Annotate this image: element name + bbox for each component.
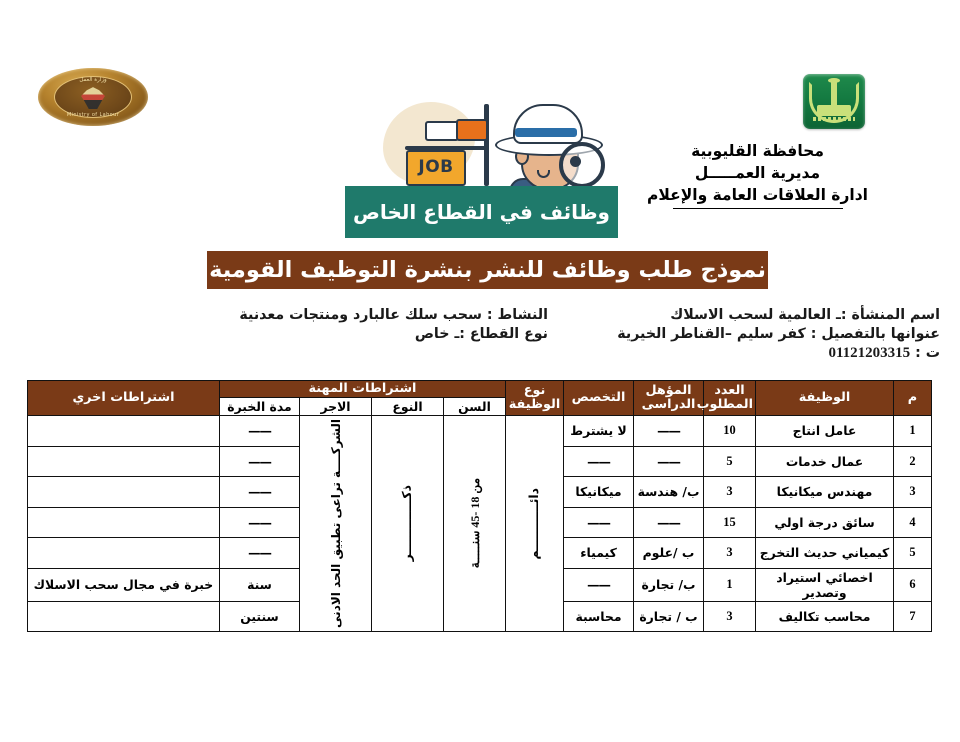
seal-english-text: Ministry of Labour	[66, 112, 120, 118]
cell-job: مهندس ميكانيكا	[756, 477, 894, 508]
cell-specialization: لا يشترط	[564, 416, 634, 447]
cell-qualification: ب/ هندسة	[634, 477, 704, 508]
character-eye	[570, 156, 581, 167]
cell-gender-merged	[372, 416, 444, 632]
illustration-canvas	[345, 88, 618, 186]
cell-qualification: ——	[634, 446, 704, 477]
activity-value: سحب سلك عالبارد ومنتجات معدنية	[239, 307, 482, 323]
establishment-info	[0, 300, 960, 372]
cell-count: 3	[704, 601, 756, 632]
private-sector-jobs-banner: وظائف في القطاع الخاص	[345, 186, 618, 238]
cell-count: 3	[704, 477, 756, 508]
cell-other	[27, 601, 219, 632]
gender-value: ذكـــــــــــــر	[399, 485, 415, 562]
header-job-type: نوع الوظيفة	[506, 381, 564, 416]
cell-qualification: ——	[634, 416, 704, 447]
cell-count: 1	[704, 568, 756, 601]
address-value: كفر سليم –القناطر الخيرية	[617, 326, 806, 342]
cell-specialization: ——	[564, 446, 634, 477]
phone-label: ت :	[915, 345, 940, 361]
board-post-icon	[484, 104, 489, 186]
cell-num: 5	[894, 538, 932, 569]
activity-label: النشاط :	[486, 307, 548, 323]
cell-count: 5	[704, 446, 756, 477]
qalyubia-governorate-emblem	[803, 74, 865, 129]
cell-other	[27, 416, 219, 447]
hat-crown-icon	[513, 104, 583, 144]
cell-specialization: ——	[564, 507, 634, 538]
cell-job-type-merged	[506, 416, 564, 632]
header-qualification: المؤهل الدراسى	[634, 381, 704, 416]
cell-num: 2	[894, 446, 932, 477]
establishment-name-label: اسم المنشأة :ـ	[836, 307, 940, 323]
cell-other	[27, 507, 219, 538]
cell-num: 4	[894, 507, 932, 538]
cell-job: عامل انتاج	[756, 416, 894, 447]
cell-qualification: ب /علوم	[634, 538, 704, 569]
orange-note-icon	[456, 119, 488, 141]
age-value: من 18 -45 سنـــــة	[467, 478, 482, 569]
header-specialization: التخصص	[564, 381, 634, 416]
cell-num: 3	[894, 477, 932, 508]
cell-job: سائق درجة اولي	[756, 507, 894, 538]
cell-job: محاسب تكاليف	[756, 601, 894, 632]
cell-experience: سنة	[219, 568, 299, 601]
establishment-name-line	[600, 306, 940, 325]
job-type-value: دائـــــــــــم	[526, 487, 542, 560]
establishment-phone-line	[600, 344, 940, 363]
header-job: الوظيفة	[756, 381, 894, 416]
cell-job: اخصائي استيراد وتصدير	[756, 568, 894, 601]
cell-other	[27, 477, 219, 508]
cell-count: 3	[704, 538, 756, 569]
document-title-band: نموذج طلب وظائف للنشر بنشرة التوظيف القومية	[207, 251, 768, 289]
jobs-table-head	[27, 381, 931, 416]
cell-wage-merged	[300, 416, 372, 632]
hat-band-icon	[515, 128, 577, 137]
sector-value: خاص	[414, 326, 450, 342]
table-row	[27, 416, 931, 447]
sector-label: نوع القطاع :ـ	[454, 326, 548, 342]
establishment-info-left	[228, 306, 548, 344]
water-lines-icon	[813, 117, 855, 121]
page-header	[0, 0, 960, 300]
address-label: عنوانها بالتفصيل :	[810, 326, 940, 342]
cell-specialization: ——	[564, 568, 634, 601]
title-underline	[673, 208, 843, 209]
table-header-row-1	[27, 381, 931, 398]
magnifying-glass-icon	[559, 142, 605, 186]
cell-count: 15	[704, 507, 756, 538]
cell-num: 7	[894, 601, 932, 632]
cell-num: 6	[894, 568, 932, 601]
cell-other	[27, 446, 219, 477]
cell-experience: ——	[219, 507, 299, 538]
cell-count: 10	[704, 416, 756, 447]
cell-experience: سنتين	[219, 601, 299, 632]
cell-qualification: ب/ تجارة	[634, 568, 704, 601]
header-age: السن	[444, 398, 506, 416]
cell-experience: ——	[219, 477, 299, 508]
dam-base-icon	[817, 105, 851, 116]
header-experience: مدة الخبرة	[219, 398, 299, 416]
header-gender: النوع	[372, 398, 444, 416]
cell-age-merged	[444, 416, 506, 632]
cell-experience: ——	[219, 538, 299, 569]
header-other-conditions: اشتراطات اخري	[27, 381, 219, 416]
cell-qualification: ب / تجارة	[634, 601, 704, 632]
cell-experience: ——	[219, 446, 299, 477]
white-note-icon	[425, 121, 459, 141]
jobs-table	[27, 380, 932, 632]
header-num: م	[894, 381, 932, 416]
phone-value: 01121203315	[828, 345, 911, 361]
job-seeker-character-icon	[491, 98, 607, 186]
cell-other	[27, 538, 219, 569]
activity-line	[228, 306, 548, 325]
header-profession-conditions: اشتراطات المهنة	[219, 381, 505, 398]
wage-value: الشركــــة تراعى تطبيق الحد الادنى	[328, 419, 343, 628]
cell-qualification: ——	[634, 507, 704, 538]
cell-specialization: كيمياء	[564, 538, 634, 569]
cell-specialization: ميكانيكا	[564, 477, 634, 508]
governorate-titles	[560, 140, 955, 209]
sector-line	[228, 325, 548, 344]
establishment-name-value: العالمية لسحب الاسلاك	[670, 307, 832, 323]
establishment-info-right	[600, 306, 940, 363]
establishment-address-line	[600, 325, 940, 344]
cell-num: 1	[894, 416, 932, 447]
cell-other: خبرة في مجال سحب الاسلاك	[27, 568, 219, 601]
department-name: ادارة العلاقات العامة والإعلام	[647, 186, 868, 204]
header-wage: الاجر	[300, 398, 372, 416]
governorate-name: محافظة القليوبية	[691, 142, 824, 160]
private-sector-jobs-illustration	[345, 88, 618, 238]
jobs-table-body	[27, 416, 931, 632]
jobs-table-container	[28, 380, 932, 632]
cell-job: عمال خدمات	[756, 446, 894, 477]
tower-icon	[831, 82, 837, 107]
job-sign-icon: JOB	[406, 150, 466, 186]
cell-experience: ——	[219, 416, 299, 447]
cell-job: كيمياني حديث التخرج	[756, 538, 894, 569]
header-count: العدد المطلوب	[704, 381, 756, 416]
directorate-name: مديرية العمـــــل	[694, 164, 821, 182]
ministry-of-manpower-seal	[38, 68, 148, 126]
seal-arabic-text: وزارة العمل	[79, 77, 107, 83]
cell-specialization: محاسبة	[564, 601, 634, 632]
